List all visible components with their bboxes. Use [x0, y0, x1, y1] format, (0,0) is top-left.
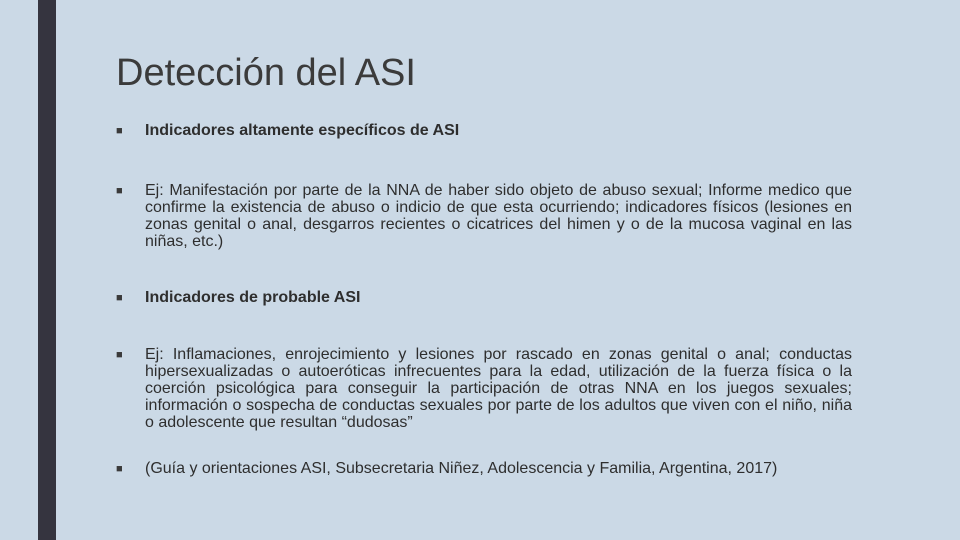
left-accent-bar: [38, 0, 56, 540]
bullet-probable-indicators-heading: [116, 289, 852, 307]
bullet-specific-indicators-heading: [116, 122, 852, 140]
bullet-citation: [116, 460, 852, 478]
slide-title: Detección del ASI: [116, 52, 416, 94]
bullet-square-icon: ■: [116, 463, 123, 475]
bullet-probable-indicators-example: [116, 346, 852, 431]
bullet-specific-indicators-example: [116, 182, 852, 250]
bullet-text: Indicadores de probable ASI: [145, 289, 361, 306]
bullet-text: Indicadores altamente específicos de ASI: [145, 122, 460, 139]
bullet-square-icon: ■: [116, 292, 123, 304]
bullet-text: Ej: Inflamaciones, enrojecimiento y lesiones por rascado en zonas genital o anal; conductas hipersexualizadas o autoeróticas infrecuentes para la edad, utilización de la fuerza física o la coerción psicológica para conseguir la participación de otras NNA en los juegos sexuales; información o sospecha de conductas sexuales por parte de los adultos que viven con el niño, niña o adolescente que resultan “dudosas”: [145, 346, 852, 431]
bullet-text: (Guía y orientaciones ASI, Subsecretaria Niñez, Adolescencia y Familia, Argentina, 2017): [145, 460, 778, 477]
bullet-square-icon: ■: [116, 185, 123, 197]
bullet-square-icon: ■: [116, 349, 123, 361]
bullet-square-icon: ■: [116, 125, 123, 137]
bullet-text: Ej: Manifestación por parte de la NNA de haber sido objeto de abuso sexual; Informe medico que confirme la existencia de abuso o indicio de que esta ocurriendo; indicadores físicos (lesiones en zonas genital o anal, desgarros recientes o cicatrices del himen y o de la mucosa vaginal en las niñas, etc.): [145, 182, 852, 250]
